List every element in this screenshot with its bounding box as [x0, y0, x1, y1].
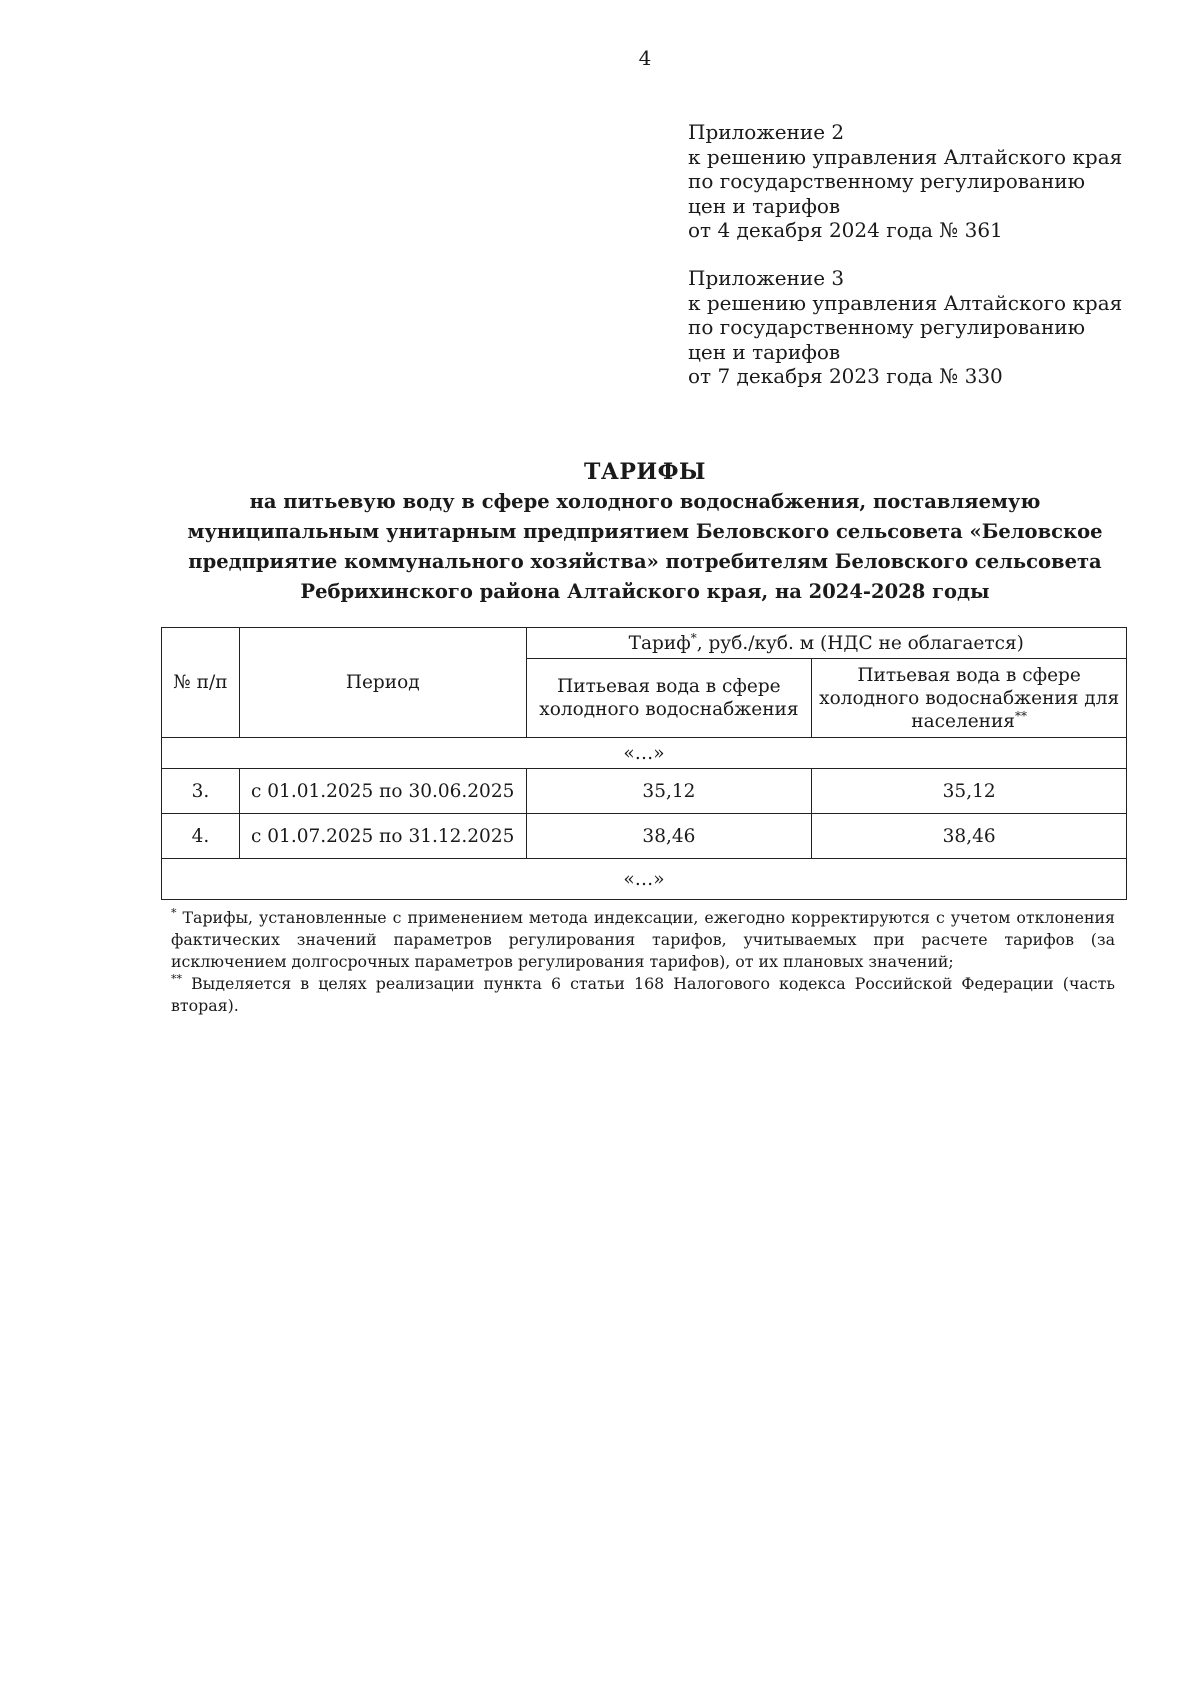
header-col-population-label: Питьевая вода в сфере холодного водоснабжения для населения [819, 664, 1120, 732]
header-period: Период [239, 628, 526, 738]
page-number: 4 [638, 46, 652, 70]
header-tariff-label: Тариф [628, 632, 691, 654]
row-value-cold-water: 35,12 [526, 769, 812, 814]
appendix-3-line: по государственному регулированию [688, 315, 1086, 339]
header-col-cold-water: Питьевая вода в сфере холодного водоснабжения [526, 659, 812, 738]
header-tariff-group [526, 628, 1126, 659]
header-col-population [812, 659, 1127, 738]
header-col-population-footnote-mark: ** [1014, 708, 1027, 723]
header-tariff-unit: , руб./куб. м (НДС не облагается) [696, 632, 1024, 654]
row-period: с 01.01.2025 по 30.06.2025 [239, 769, 526, 814]
table-row-ellipsis [162, 738, 1127, 769]
footnote-mark: ** [171, 972, 182, 986]
footnote-1 [171, 907, 1115, 973]
table-row-ellipsis [162, 859, 1127, 900]
appendix-3-line: Приложение 3 [688, 266, 845, 290]
header-num: № п/п [162, 628, 240, 738]
title-subtitle [150, 487, 1140, 607]
table-header-row [162, 628, 1127, 659]
appendix-2-line: по государственному регулированию [688, 169, 1086, 193]
appendix-2-line: Приложение 2 [688, 120, 845, 144]
appendix-2-line: от 4 декабря 2024 года № 361 [688, 218, 1003, 242]
table-row [162, 769, 1127, 814]
appendix-3-line: цен и тарифов [688, 339, 841, 364]
row-value-population: 38,46 [812, 814, 1127, 859]
tariff-table [161, 627, 1127, 900]
appendix-3-block [688, 266, 1158, 389]
footnote-mark: * [171, 906, 177, 920]
row-period: с 01.07.2025 по 31.12.2025 [239, 814, 526, 859]
table-row [162, 814, 1127, 859]
footnote-text: Тарифы, установленные с применением метода индексации, ежегодно корректируются с учетом отклонения фактических значений параметров регулирования тарифов, учитываемых при расчете тарифов (за исключением долгосрочных параметров регулирования тарифов), от их плановых значений; [171, 908, 1115, 971]
footnote-text: Выделяется в целях реализации пункта 6 статьи 168 Налогового кодекса Российской Федерации (часть вторая). [171, 974, 1115, 1015]
title-main: ТАРИФЫ [584, 459, 706, 485]
ellipsis-cell: «…» [162, 738, 1127, 769]
ellipsis-cell: «…» [162, 859, 1127, 900]
title-line: муниципальным унитарным предприятием Беловского сельсовета «Беловское [187, 520, 1103, 543]
title-line: предприятие коммунального хозяйства» потребителям Беловского сельсовета [188, 550, 1102, 573]
row-value-cold-water: 38,46 [526, 814, 812, 859]
row-num: 3. [162, 769, 240, 814]
appendix-2-line: цен и тарифов [688, 193, 841, 218]
footnote-2 [171, 973, 1115, 1017]
header-tariff-footnote-mark: * [690, 630, 697, 645]
document-title [150, 457, 1140, 607]
appendix-2-line: к решению управления Алтайского края [688, 144, 1123, 169]
footnotes [171, 907, 1115, 1017]
title-line: Ребрихинского района Алтайского края, на 2024-2028 годы [300, 580, 990, 603]
appendix-3-line: к решению управления Алтайского края [688, 290, 1123, 315]
appendix-3-line: от 7 декабря 2023 года № 330 [688, 364, 1003, 388]
row-value-population: 35,12 [812, 769, 1127, 814]
title-line: на питьевую воду в сфере холодного водоснабжения, поставляемую [249, 490, 1041, 513]
appendix-2-block [688, 120, 1158, 243]
row-num: 4. [162, 814, 240, 859]
